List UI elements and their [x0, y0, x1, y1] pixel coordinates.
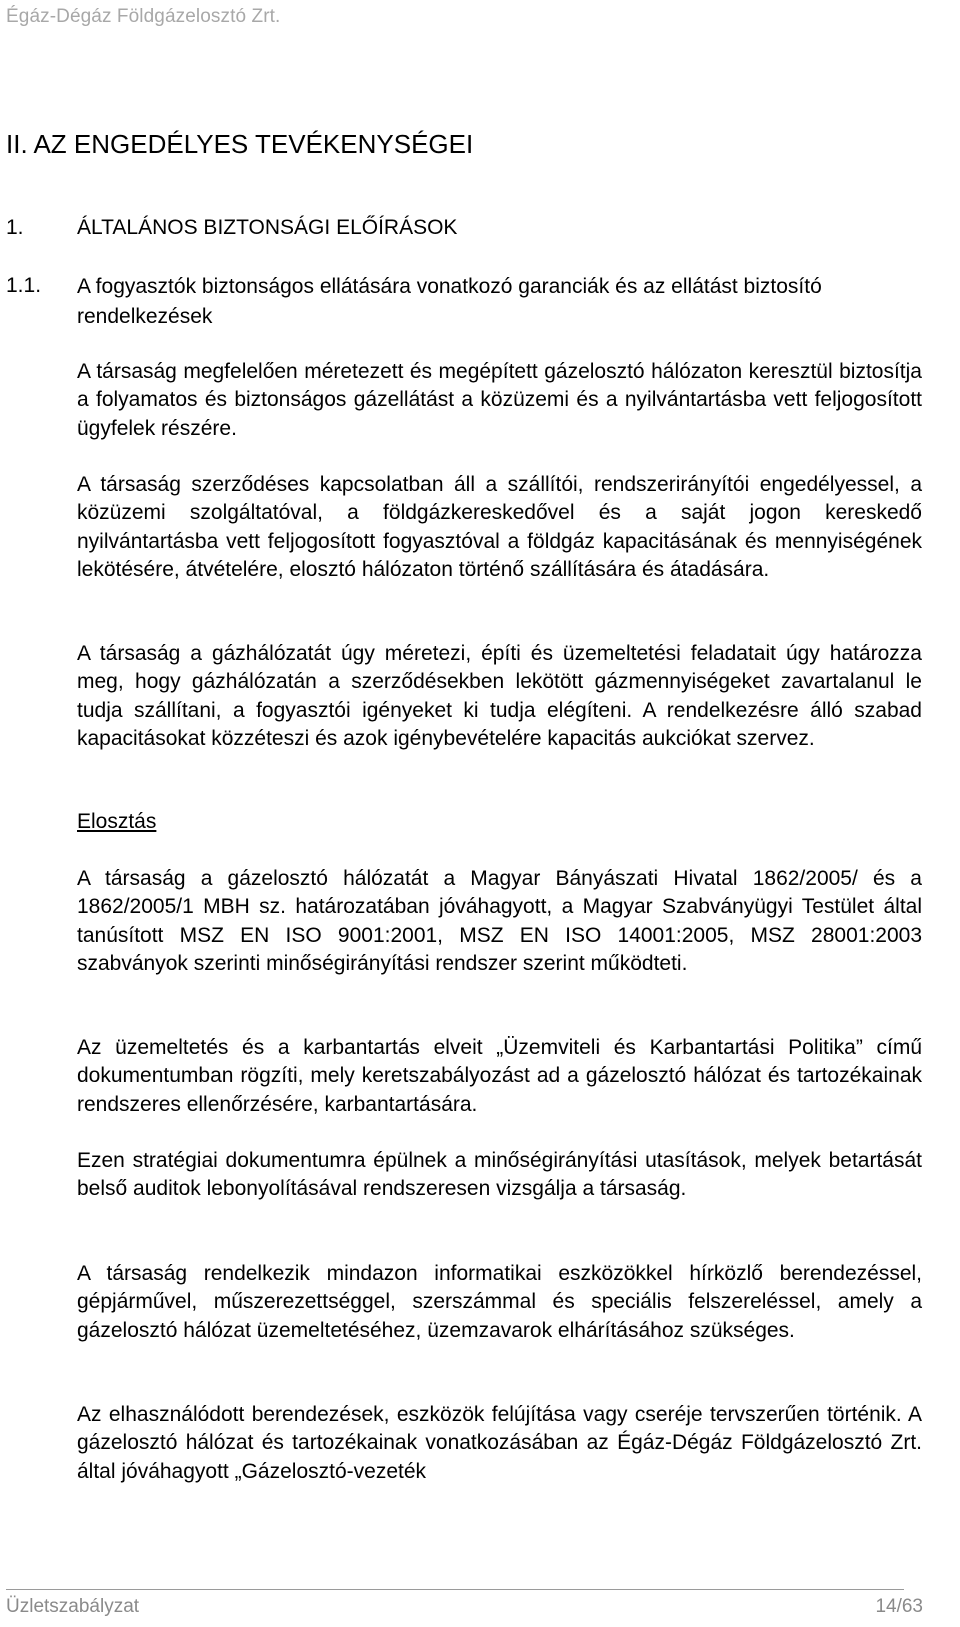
distribution-heading: Elosztás: [77, 810, 157, 833]
paragraph-network-sizing: A társaság a gázhálózatát úgy méretezi, építi és üzemeltetési feladatait úgy határozza meg, hogy gázhálózatán a szerződésekben lekötött gázmennyiségeket zavartalanul le tudja szállítani, a fogyasztói igényeket ki tudja elégíteni. A rendelkezésre álló szabad kapacitásokat közzéteszi és azok igénybevételére kapacitás aukciókat szervez.: [77, 642, 922, 750]
paragraph-maintenance-policy: Az üzemeltetés és a karbantartás elveit „Üzemviteli és Karbantartási Politika” című dokumentumban rögzíti, mely keretszabályozást ad a gázelosztó hálózat és tartozékainak rendszeres ellenőrzésére, karbantartására.: [77, 1036, 922, 1116]
paragraph-quality-system: A társaság a gázelosztó hálózatát a Magyar Bányászati Hivatal 1862/2005/ és a 1862/2005/1 MBH sz. határozatában jóváhagyott, a Magyar Szabványügyi Testület által tanúsított MSZ EN ISO 9001:2001, MSZ EN ISO 14001:2005, MSZ 28001:2003 szabványok szerinti minőségirányítási rendszer szerint működteti.: [77, 867, 922, 975]
paragraph-quality-instructions: Ezen stratégiai dokumentumra épülnek a minőségirányítási utasítások, melyek betartását belső auditok lebonyolításával rendszeresen vizsgálja a társaság.: [77, 1149, 922, 1201]
paragraph-gas-supply: A társaság megfelelően méretezett és megépített gázelosztó hálózaton keresztül biztosítja a folyamatos és biztonságos gázellátást a közüzemi és a nyilvántartásba vett feljogosított ügyfelek részére.: [77, 360, 922, 440]
paragraph-renewal: Az elhasználódott berendezések, eszközök felújítása vagy cseréje tervszerűen történik. A gázelosztó hálózat és tartozékainak vonatkozásában az Égáz-Dégáz Földgázelosztó Zrt. által jóváhagyott „Gázelosztó-vezeték: [77, 1403, 922, 1483]
part-heading: II. AZ ENGEDÉLYES TEVÉKENYSÉGEI: [6, 129, 474, 159]
footer-divider: [6, 1589, 904, 1590]
subsection-number: 1.1.: [6, 274, 42, 297]
subsection-title: A fogyasztók biztonságos ellátására vonatkozó garanciák és az ellátást biztosító rendelkezések: [77, 275, 822, 328]
document-header: Égáz-Dégáz Földgázelosztó Zrt.: [6, 6, 281, 27]
section-number: 1.: [6, 216, 24, 239]
footer-document-title: Üzletszabályzat: [6, 1596, 140, 1617]
subsection-heading: [6, 272, 926, 328]
section-heading: [6, 214, 458, 242]
footer-page-number: 14/63: [875, 1596, 923, 1617]
paragraph-contracts: A társaság szerződéses kapcsolatban áll a szállítói, rendszerirányítói engedélyessel, a közüzemi szolgáltatóval, a földgázkereskedővel és a saját jogon kereskedő nyilvántartásba vett feljogosított fogyasztóval a földgáz kapacitásának és mennyiségének lekötésére, átvételére, elosztó hálózaton történő szállítására és átadására.: [77, 473, 922, 581]
paragraph-equipment: A társaság rendelkezik mindazon informatikai eszközökkel hírközlő berendezéssel, gépjárművel, műszerezettséggel, szerszámmal és speciális felszereléssel, amely a gázelosztó hálózat üzemeltetéséhez, üzemzavarok elhárításához szükséges.: [77, 1262, 922, 1342]
section-title: ÁLTALÁNOS BIZTONSÁGI ELŐÍRÁSOK: [77, 216, 458, 239]
